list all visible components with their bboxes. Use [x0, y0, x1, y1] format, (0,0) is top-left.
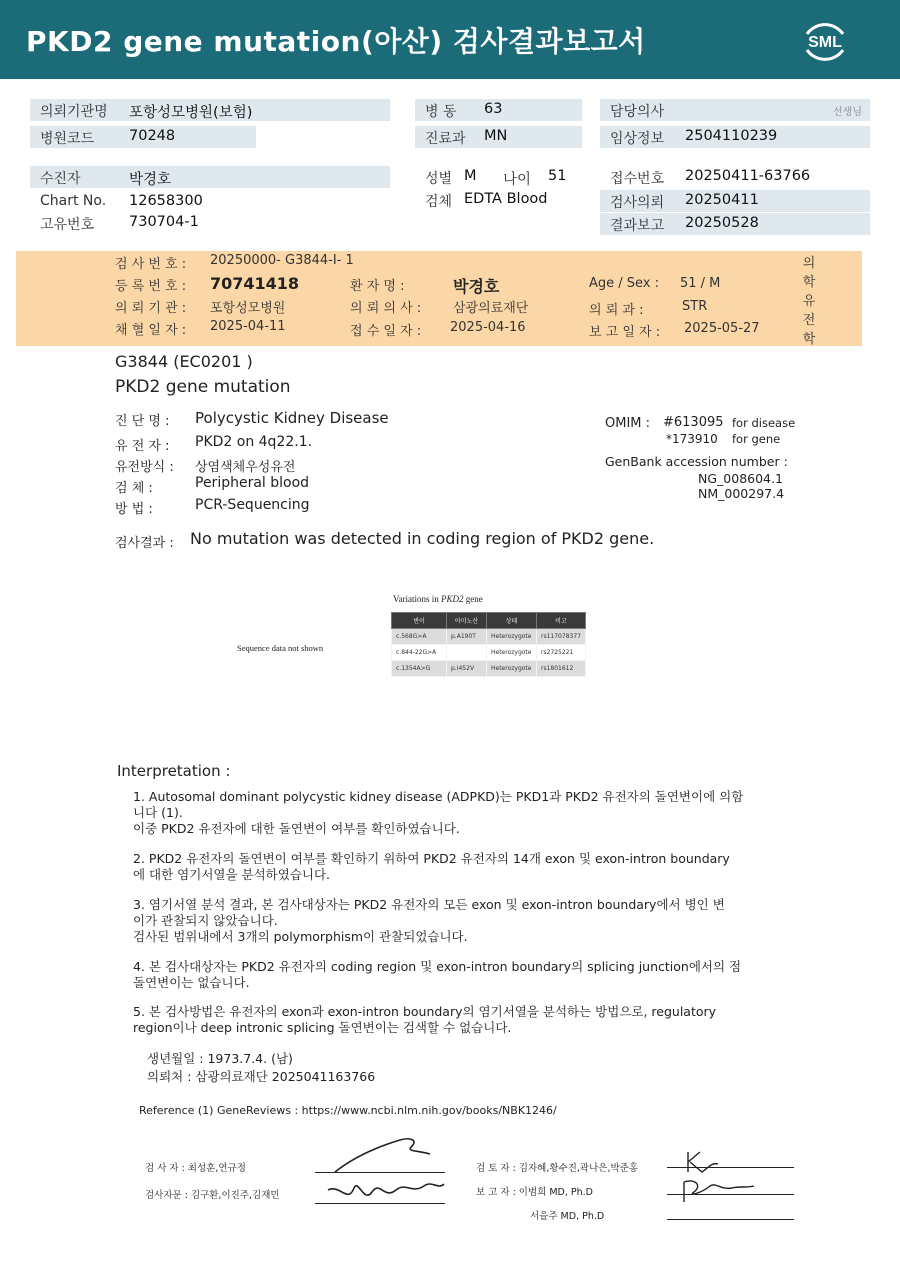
age-sex-value: 51 / M [680, 276, 721, 291]
clinical-info-value: 2504110239 [685, 128, 778, 144]
table-header-cell: 상태 [487, 613, 537, 629]
examiner-signature [320, 1134, 450, 1214]
sml-logo [797, 14, 853, 64]
interpretation-line: 검사된 범위내에서 3개의 polymorphism이 관찰되었습니다. [133, 929, 468, 944]
sex-value: M [464, 168, 477, 184]
unique-no-field [30, 212, 390, 234]
report-header [0, 0, 900, 79]
chart-no-value: 12658300 [129, 193, 203, 209]
clinical-info-label: 임상정보 [610, 131, 665, 147]
patient-value: 박경호 [129, 172, 172, 188]
interpretation-item-5 [133, 1004, 793, 1036]
vertical-char: 의 [802, 256, 816, 271]
interpretation-line: 2. PKD2 유전자의 돌연변이 여부를 확인하기 위하여 PKD2 유전자의 14개 exon 및 exon-intron boundary [133, 851, 730, 866]
unique-no-label: 고유번호 [40, 217, 95, 233]
ward-field [415, 99, 582, 121]
report-label: 보 고 일 자 : [589, 325, 661, 340]
report-value: 2025-05-27 [684, 321, 760, 336]
interpretation-line: region이나 deep intronic splicing 돌연변이는 검색할 수 없습니다. [133, 1020, 512, 1035]
variations-title-post: gene [463, 594, 483, 604]
banner-patient-value: 박경호 [453, 277, 500, 296]
table-cell: p.A190T [447, 629, 487, 645]
interpretation-line: 이중 PKD2 유전자에 대한 돌연변이 여부를 확인하였습니다. [133, 821, 460, 836]
chart-no-field [30, 191, 390, 213]
sex-age-field [415, 166, 590, 188]
age-value: 51 [548, 168, 567, 184]
table-header-cell: 아미노산 [447, 613, 487, 629]
sex-label: 성별 [425, 171, 453, 187]
interpretation-line: 5. 본 검사방법은 유전자의 exon과 exon-intron boundary의 염기서열을 분석하는 방법으로, regulatory [133, 1004, 717, 1019]
table-cell: c.1354A>G [392, 661, 447, 677]
vertical-char: 학 [802, 275, 816, 290]
omim-label: OMIM : [605, 416, 651, 431]
req-doc-value: 삼광의료재단 [453, 301, 529, 316]
report-date-value: 20250528 [685, 215, 759, 231]
report-date-label: 결과보고 [610, 218, 665, 234]
collect-value: 2025-04-11 [210, 319, 286, 334]
table-cell: c.568G>A [392, 629, 447, 645]
inheritance-label: 유전방식 : [115, 460, 174, 475]
institution-value: 포항성모병원(보험) [129, 105, 253, 121]
unique-no-value: 730704-1 [129, 214, 199, 230]
omim-gene-value: *173910 [666, 432, 718, 446]
diagnosis-value: Polycystic Kidney Disease [195, 409, 389, 427]
ward-label: 병 동 [425, 104, 457, 120]
gene-label: 유 전 자 : [115, 439, 170, 454]
hospital-code-label: 병원코드 [40, 131, 95, 147]
sml-logo-text: SML [808, 34, 842, 51]
test-name: PKD2 gene mutation [115, 377, 291, 397]
variations-table [391, 612, 586, 677]
method-value: PCR-Sequencing [195, 497, 310, 513]
chart-no-label: Chart No. [40, 193, 107, 209]
variations-title-gene: PKD2 [441, 594, 464, 604]
interpretation-line: 니다 (1). [133, 805, 183, 820]
specimen-info-field [415, 189, 590, 211]
interpretation-item-1 [133, 789, 793, 837]
req-doc-label: 의 뢰 의 사 : [350, 301, 422, 316]
age-label: 나이 [503, 172, 532, 188]
reg-no-value: 70741418 [210, 274, 300, 293]
request-date-label: 검사의뢰 [610, 195, 665, 211]
table-cell: rs1801612 [537, 661, 586, 677]
table-cell: rs2725221 [537, 645, 586, 661]
request-date-value: 20250411 [685, 192, 759, 208]
vertical-char: 전 [802, 313, 816, 328]
reviewer: 검 토 자 : 김자혜,황수진,곽나은,박준홍 [476, 1163, 638, 1174]
hospital-code-value: 70248 [129, 128, 176, 144]
test-no-value: 20250000- G3844-I- 1 [210, 253, 354, 268]
request-date-field [600, 190, 870, 212]
specimen-banner [16, 251, 862, 346]
specimen-label: 검 체 : [115, 481, 153, 496]
patient-label: 수진자 [40, 171, 81, 187]
hospital-code-field [30, 126, 256, 148]
table-cell: c.844-22G>A [392, 645, 447, 661]
interpretation-line: 돌연변이는 없습니다. [133, 975, 250, 990]
specimen-info-value: EDTA Blood [464, 191, 548, 207]
inheritance-value: 상염색체우성유전 [195, 460, 296, 475]
receive-value: 2025-04-16 [450, 320, 526, 335]
method-label: 방 법 : [115, 502, 153, 517]
interpretation-line: 에 대한 염기서열을 분석하였습니다. [133, 867, 331, 882]
report-title: PKD2 gene mutation(아산) 검사결과보고서 [26, 25, 646, 58]
vertical-char: 학 [802, 332, 816, 347]
result-label: 검사결과 : [115, 536, 174, 551]
omim-disease-note: for disease [732, 416, 796, 430]
reporter: 보 고 자 : 이범희 MD, Ph.D [476, 1187, 593, 1198]
interpretation-item-4 [133, 959, 793, 991]
specimen-info-label: 검체 [425, 194, 453, 210]
department-value: MN [484, 128, 508, 144]
banner-patient-label: 환 자 명 : [350, 279, 405, 294]
interpretation-line: 1. Autosomal dominant polycystic kidney disease (ADPKD)는 PKD1과 PKD2 유전자의 돌연변이에 의함 [133, 789, 744, 804]
doctor-label: 담당의사 [610, 104, 665, 120]
reference: Reference (1) GeneReviews : https://www.ncbi.nlm.nih.gov/books/NBK1246/ [139, 1104, 557, 1117]
table-cell [447, 645, 487, 661]
vertical-char: 유 [802, 294, 816, 309]
doctor-suffix: 선생님 [833, 107, 862, 118]
receipt-no-label: 접수번호 [610, 171, 665, 187]
specimen-value: Peripheral blood [195, 475, 310, 491]
table-cell: rs117078377 [537, 629, 586, 645]
table-cell: Heterozygote [487, 661, 537, 677]
diagnosis-label: 진 단 명 : [115, 414, 170, 429]
interpretation-line: 3. 염기서열 분석 결과, 본 검사대상자는 PKD2 유전자의 모든 exon 및 exon-intron boundary에서 병인 변 [133, 897, 725, 912]
variations-title [393, 594, 483, 604]
interpretation-item-2 [133, 851, 793, 883]
interpretation-title: Interpretation : [117, 762, 231, 780]
vertical-dept-label [799, 254, 819, 349]
advisor: 검사자문 : 김구환,이진주,김재민 [145, 1190, 280, 1201]
age-sex-label: Age / Sex : [589, 276, 660, 291]
req-dept-value: STR [682, 299, 708, 314]
variations-title-pre: Variations in [393, 594, 441, 604]
gene-value: PKD2 on 4q22.1. [195, 434, 313, 450]
table-header-row [392, 613, 586, 629]
table-row [392, 629, 586, 645]
req-inst-value: 포항성모병원 [210, 301, 286, 316]
table-header-cell: 변이 [392, 613, 447, 629]
receipt-no-field [600, 166, 870, 188]
table-row [392, 645, 586, 661]
test-code: G3844 (EC0201 ) [115, 352, 253, 371]
department-field [415, 126, 582, 148]
table-cell: p.I452V [447, 661, 487, 677]
interpretation-line: 이가 관찰되지 않았습니다. [133, 913, 278, 928]
patient-field [30, 166, 390, 188]
institution-field [30, 99, 390, 121]
genbank-label: GenBank accession number : [605, 454, 788, 469]
clinical-info-field [600, 126, 870, 148]
interpretation-item-3 [133, 897, 793, 945]
ward-value: 63 [484, 101, 503, 117]
table-row [392, 661, 586, 677]
requester: 의뢰처 : 삼광의료재단 2025041163766 [147, 1069, 376, 1084]
table-header-cell: 비고 [537, 613, 586, 629]
institution-label: 의뢰기관명 [40, 104, 108, 120]
collect-label: 채 혈 일 자 : [115, 323, 187, 338]
reg-no-label: 등 록 번 호 : [115, 279, 187, 294]
receipt-no-value: 20250411-63766 [685, 168, 811, 184]
report-date-field [600, 213, 870, 235]
omim-gene-note: for gene [732, 432, 781, 446]
reporter-2: 서을주 MD, Ph.D [530, 1211, 605, 1222]
omim-disease-value: #613095 [663, 415, 724, 430]
genbank-value-1: NG_008604.1 [698, 471, 783, 486]
req-inst-label: 의 뢰 기 관 : [115, 301, 187, 316]
result-value: No mutation was detected in coding region of PKD2 gene. [190, 529, 655, 548]
birth-date: 생년월일 : 1973.7.4. (남) [147, 1051, 293, 1066]
examiner: 검 사 자 : 최성훈,연규정 [145, 1163, 246, 1174]
receive-label: 접 수 일 자 : [350, 324, 422, 339]
sequence-note: Sequence data not shown [237, 643, 324, 653]
interpretation-line: 4. 본 검사대상자는 PKD2 유전자의 coding region 및 exon-intron boundary의 splicing junction에서의 점 [133, 959, 742, 974]
reviewer-signature [680, 1146, 760, 1206]
genbank-value-2: NM_000297.4 [698, 486, 785, 501]
table-cell: Heterozygote [487, 629, 537, 645]
department-label: 진료과 [425, 131, 466, 147]
test-no-label: 검 사 번 호 : [115, 257, 187, 272]
reporter-2-signature-line [667, 1219, 794, 1220]
doctor-field [600, 99, 870, 121]
req-dept-label: 의 뢰 과 : [589, 303, 644, 318]
table-cell: Heterozygote [487, 645, 537, 661]
